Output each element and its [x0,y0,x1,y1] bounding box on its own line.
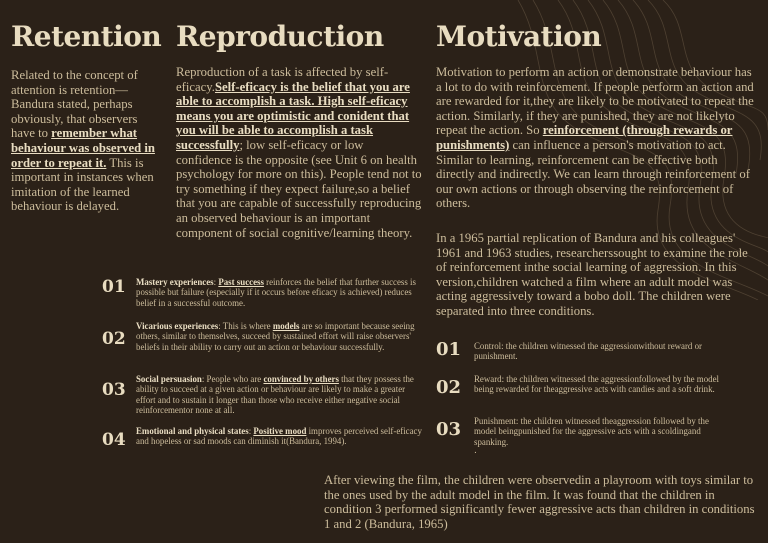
item-number: 01 [102,277,126,297]
retention-text-2: This is important in instances when imitation of the learned behaviour is delayed. [11,155,154,214]
item-sep: : [213,277,219,287]
list-item [436,340,726,362]
item-number: 04 [102,430,126,450]
retention-heading: Retention [11,20,162,53]
motivation-paragraph [436,65,758,211]
item-number: 02 [436,377,462,398]
item-text [136,374,424,416]
list-item [102,321,424,352]
item-rest: that they possess the ability to succeed at a given action or behaviour are likely to make a greater effort and to sustain it longer than those who receive either negative social reinforcementor none at all. [136,374,414,416]
item-number: 03 [436,419,462,440]
reproduction-text-1: Reproduction of a task is affected by self-eficacy. [176,65,389,94]
item-lead: Vicarious experiences [136,321,219,331]
list-item [436,374,726,398]
item-lead: Mastery experiences [136,277,214,287]
item-sep: : [248,426,254,436]
motivation-emphasis: reinforcement (through rewards or punishments) [436,123,733,152]
item-text: Reward: the children witnessed the aggressionfollowed by the model being rewarded for theaggressive acts with candies and a soft drink. [474,374,719,395]
item-rest: reinforces the belief that further success is possible but failure (especially if it occurs before eficacy is achieved) reduces belief in a successful outcome. [136,277,416,308]
stray-dot: . [474,446,477,456]
item-emphasis: convinced by others [263,374,339,384]
retention-paragraph [11,68,161,214]
item-number: 03 [102,380,126,400]
item-emphasis: Positive mood [253,426,307,436]
item-sep: : This is where [218,321,273,331]
study-paragraph: In a 1965 partial replication of Bandura and his colleagues' 1961 and 1963 studies, researcherssought to examine the role of reinforcement inthe social learning of aggression. In this version,children watched a film where an adult model was acting aggressively toward a bobo doll. The children were separated into three conditions. [436,231,748,318]
reproduction-text-2: ; low self-eficacy or low confidence is the opposite (see Unit 6 on health psychology for more on this). People tend not to try something if they expect failure,so a belief that you are capable of successfully reproducing an observed behaviour is an important component of social cognitive/learning theory. [176,137,422,240]
motivation-heading: Motivation [436,20,602,53]
reproduction-paragraph [176,65,422,240]
conclusion-paragraph: After viewing the film, the children were observedin a playroom with toys similar to the ones used by the adult model in the film. It was found that the children in condition 3 performed significantly fewer aggressive acts than children in conditions 1 and 2 (Bandura, 1965) [324,473,755,531]
list-item [102,426,424,450]
item-text [136,321,424,352]
item-lead: Emotional and physical states [136,426,249,436]
motivation-text-2: can influence a person's motivation to act. Similar to learning, reinforcement can be effective both directly and indirectly. We can learn through reinforcement of our own actions or through observing the reinforcement of others. [436,137,750,211]
reproduction-heading: Reproduction [176,20,384,53]
item-text [136,426,424,447]
item-rest: improves perceived self-eficacy and hopeless or sad moods can diminish it(Bandura, 1994). [136,426,422,447]
item-sep: : People who are [201,374,264,384]
item-text: Punishment: the children witnessed theaggression followed by the model beingpunished for the aggressive acts with a scoldingand spanking. [474,416,709,447]
item-text: Control: the children witnessed the aggressionwithout reward or punishment. [474,341,702,362]
retention-emphasis: remember what behaviour was observed in order to repeat it. [11,126,155,170]
motivation-text-1: Motivation to perform an action or demonstrate behaviour has a lot to do with reinforcement. If people perform an action and are rewarded for it,they are likely to be motivated to repeat the action. Similarly, if they are punished, they are not likelyto repeat the action. So [436,65,754,138]
item-emphasis: models [272,321,300,331]
list-item [436,416,726,447]
item-number: 01 [436,339,462,360]
retention-text-1: Related to the concept of attention is retention— Bandura stated, perhaps obviously, that observers have to [11,68,138,141]
item-lead: Social persuasion [136,374,202,384]
item-number: 02 [102,329,126,349]
reproduction-emphasis: Self-eficacy is the belief that you are able to accomplish a task. High self-eficacy means you are optimistic and conident that you will be able to accomplish a task successfully [176,79,410,152]
list-item [102,374,424,416]
item-text [136,277,424,308]
list-item [102,277,424,308]
item-rest: are so important because seeing others, similar to themselves, succeed by sustained effort will raise observers' beliefs in their ability to carry out an action or behaviour successfully. [136,321,415,352]
item-emphasis: Past success [218,277,264,287]
